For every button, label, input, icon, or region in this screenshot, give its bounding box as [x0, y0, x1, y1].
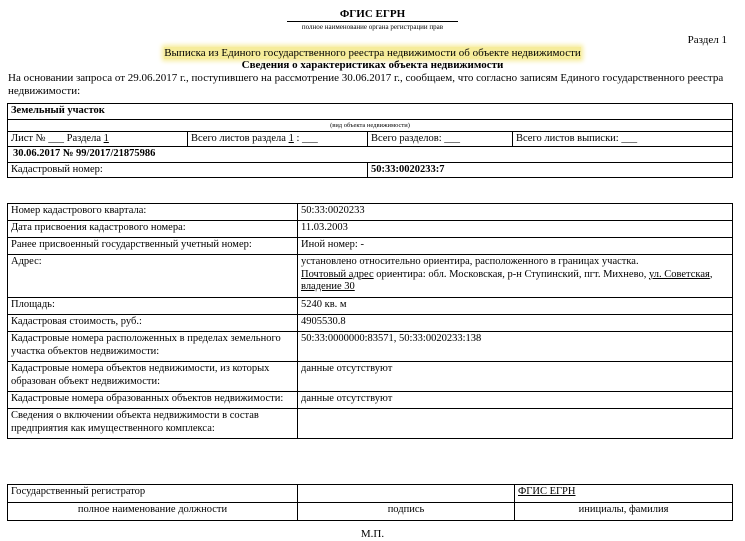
table-row — [8, 255, 733, 298]
area-value: 5240 кв. м — [298, 298, 733, 315]
extract-title-text: Выписка из Единого государственного реестра недвижимости об объекте недвижимости — [164, 47, 581, 59]
table-row — [8, 204, 733, 221]
org-caption: полное наименование органа регистрации прав — [301, 23, 444, 31]
formed-from-label: Кадастровые номера объектов недвижимости, из которых образован объект недвижимости: — [8, 362, 298, 392]
complex-label: Сведения о включении объекта недвижимости в состав предприятия как имущественного комплекса: — [8, 409, 298, 439]
name-caption: инициалы, фамилия — [515, 503, 733, 521]
object-type: Земельный участок — [8, 104, 733, 120]
registrar-signature — [298, 485, 515, 503]
address-value — [298, 255, 733, 298]
object-header-table — [7, 103, 733, 178]
table-row — [8, 298, 733, 315]
prev-number-label: Ранее присвоенный государственный учетный номер: — [8, 238, 298, 255]
table-row — [8, 332, 733, 362]
extract-subtitle: Сведения о характеристиках объекта недвижимости — [241, 59, 504, 71]
intro-text: На основании запроса от 29.06.2017 г., поступившего на рассмотрение 30.06.2017 г., сообщаем, что согласно записям Единого государственного реестра недвижимости: — [8, 72, 724, 97]
quarter-label: Номер кадастрового квартала: — [8, 204, 298, 221]
total-sections: Всего разделов: ___ — [368, 131, 513, 147]
cost-value: 4905530.8 — [298, 315, 733, 332]
address-line2 — [301, 269, 729, 294]
total-sheets-section-label: Всего листов раздела — [191, 132, 289, 144]
total-sheets-section — [188, 131, 368, 147]
total-sheets-extract: Всего листов выписки: ___ — [513, 131, 733, 147]
objects-within-value: 50:33:0000000:83571, 50:33:0020233:138 — [298, 332, 733, 362]
signature-caption: подпись — [298, 503, 515, 521]
total-sheets-section-tail: : ___ — [293, 132, 318, 144]
object-type-caption: (вид объекта недвижимости) — [8, 119, 733, 131]
registrar-position: Государственный регистратор — [8, 485, 298, 503]
extract-title — [0, 47, 745, 59]
table-row — [8, 238, 733, 255]
assign-date-label: Дата присвоения кадастрового номера: — [8, 221, 298, 238]
table-row — [8, 221, 733, 238]
formed-label: Кадастровые номера образованных объектов недвижимости: — [8, 392, 298, 409]
address-line1: установлено относительно ориентира, расположенного в границах участка. — [301, 256, 639, 267]
table-row — [8, 315, 733, 332]
table-row — [8, 409, 733, 439]
sheet-label: Лист № ___ Раздела — [11, 132, 104, 144]
stamp-label: М.П. — [360, 528, 385, 540]
details-table — [7, 203, 733, 439]
assign-date-value: 11.03.2003 — [298, 221, 733, 238]
sheet-number — [8, 131, 188, 147]
address-tail: , владение 30 — [301, 268, 713, 292]
quarter-value: 50:33:0020233 — [298, 204, 733, 221]
formed-from-value: данные отсутствуют — [298, 362, 733, 392]
section-label: Раздел 1 — [687, 34, 727, 46]
total-sheets-section-value: 1 — [288, 132, 294, 144]
objects-within-label: Кадастровые номера расположенных в пределах земельного участка объектов недвижимости: — [8, 332, 298, 362]
table-row — [8, 392, 733, 409]
date-number: 30.06.2017 № 99/2017/21875986 — [8, 147, 733, 163]
org-underline — [287, 21, 458, 22]
prev-number-value: Иной номер: - — [298, 238, 733, 255]
area-label: Площадь: — [8, 298, 298, 315]
address-postal: Почтовый адрес — [301, 268, 374, 280]
table-row — [8, 362, 733, 392]
cadastral-value: 50:33:0020233:7 — [368, 162, 733, 178]
complex-value — [298, 409, 733, 439]
address-label: Адрес: — [8, 255, 298, 298]
address-middle: ориентира: обл. Московская, р-н Ступинский, пгт. Михнево, — [373, 268, 649, 280]
sheet-section: 1 — [103, 132, 109, 144]
org-title: ФГИС ЕГРН — [339, 8, 406, 20]
cadastral-label: Кадастровый номер: — [8, 162, 368, 178]
registrar-name: ФГИС ЕГРН — [515, 485, 733, 503]
position-caption: полное наименование должности — [8, 503, 298, 521]
formed-value: данные отсутствуют — [298, 392, 733, 409]
cost-label: Кадастровая стоимость, руб.: — [8, 315, 298, 332]
signature-table — [7, 484, 733, 521]
address-street: ул. Советская — [648, 268, 710, 280]
